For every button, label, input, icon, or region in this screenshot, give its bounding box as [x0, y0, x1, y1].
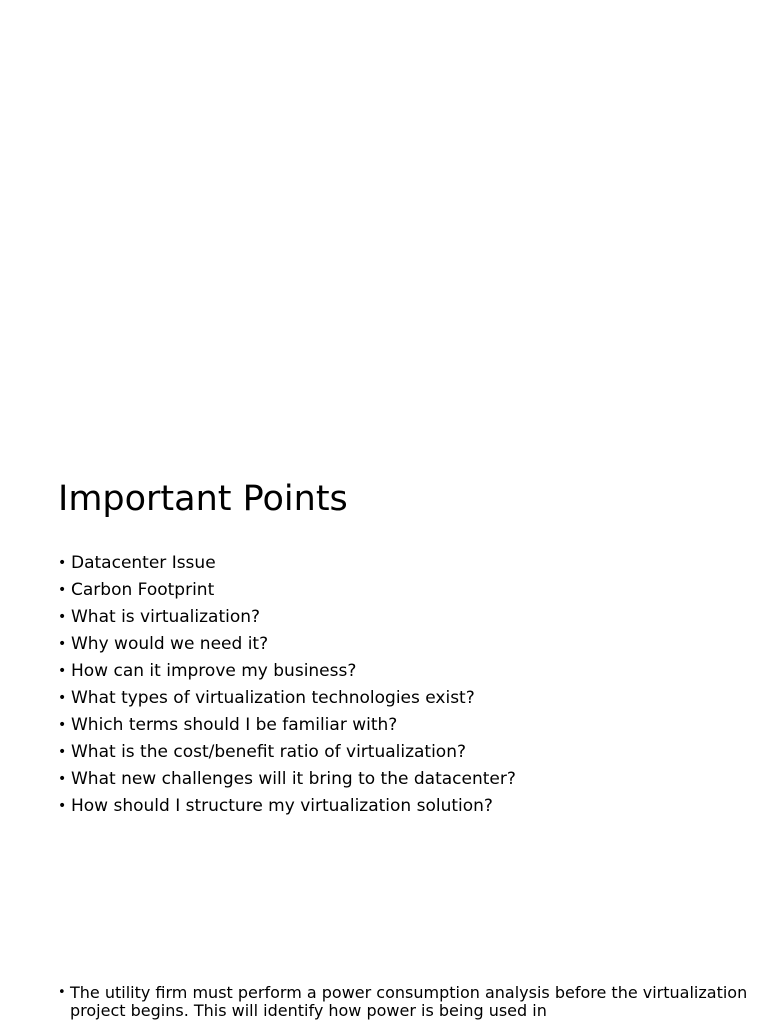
list-item-text: What is virtualization? [71, 607, 261, 627]
list-item-text: Carbon Footprint [71, 580, 215, 600]
slide-title: Important Points [58, 479, 348, 519]
list-item [58, 631, 516, 658]
list-item-text: What is the cost/benefit ratio of virtualization? [71, 742, 467, 762]
list-item-text: Why would we need it? [71, 634, 269, 654]
list-item-text: How can it improve my business? [71, 661, 357, 681]
list-item [58, 685, 516, 712]
list-item-text: Which terms should I be familiar with? [71, 715, 398, 735]
list-item-text: What types of virtualization technologies exist? [71, 688, 475, 708]
bullet-icon: • [58, 985, 66, 1000]
bullet-icon: • [58, 771, 67, 787]
list-item [58, 604, 516, 631]
bullet-list [58, 550, 516, 820]
bullet-icon: • [58, 663, 67, 679]
list-item-text: What new challenges will it bring to the datacenter? [71, 769, 516, 789]
list-item-text: Datacenter Issue [71, 553, 216, 573]
bullet-icon: • [58, 798, 67, 814]
list-item [58, 577, 516, 604]
bullet-icon: • [58, 555, 67, 571]
next-slide-bullet-text: The utility firm must perform a power consumption analysis before the virtualization project begins. This will identify how power is being used in [70, 983, 748, 1020]
bullet-icon: • [58, 582, 67, 598]
list-item [58, 550, 516, 577]
bullet-icon: • [58, 744, 67, 760]
next-slide-bullet [58, 984, 750, 1020]
bullet-icon: • [58, 690, 67, 706]
bullet-icon: • [58, 609, 67, 625]
list-item [58, 766, 516, 793]
bullet-icon: • [58, 636, 67, 652]
list-item [58, 793, 516, 820]
list-item [58, 739, 516, 766]
bullet-icon: • [58, 717, 67, 733]
list-item [58, 712, 516, 739]
list-item-text: How should I structure my virtualization solution? [71, 796, 493, 816]
list-item [58, 658, 516, 685]
